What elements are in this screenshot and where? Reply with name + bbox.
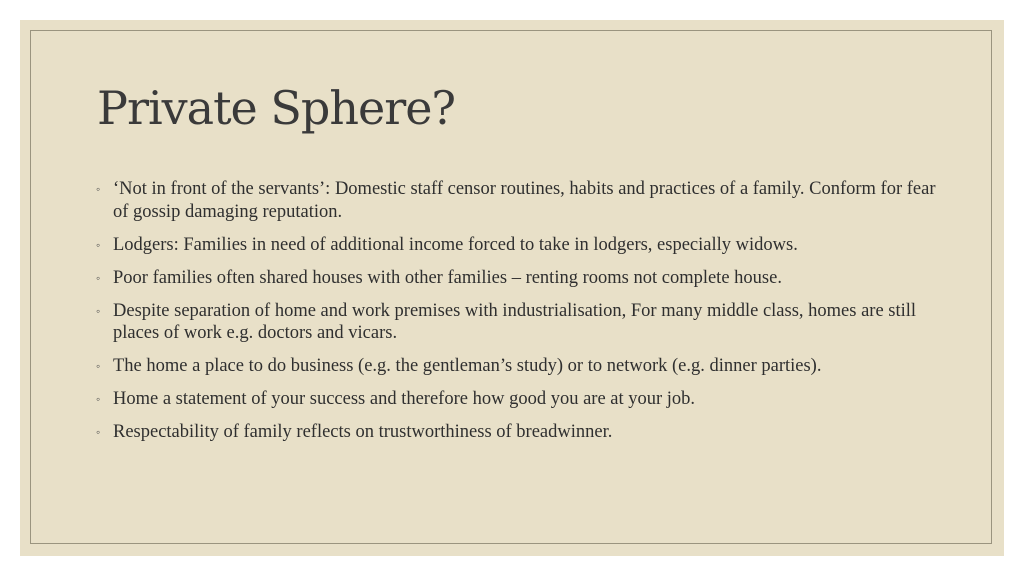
bullet-item [96,234,946,257]
bullet-text: Home a statement of your success and therefore how good you are at your job. [113,389,696,409]
bullet-item [96,300,946,345]
bullet-marker-icon: ◦ [96,359,101,373]
slide [20,20,1004,556]
bullet-item [96,388,946,411]
bullet-marker-icon: ◦ [96,392,101,406]
bullet-text: Poor families often shared houses with other families – renting rooms not complete house. [113,267,782,288]
bullet-text: Despite separation of home and work premises with industrialisation, For many middle class, homes are still places of work e.g. doctors and vicars. [113,300,917,343]
bullet-marker-icon: ◦ [96,237,101,252]
bullet-text: The home a place to do business (e.g. the gentleman’s study) or to network (e.g. dinner parties). [113,356,822,376]
bullet-marker-icon: ◦ [96,303,101,318]
bullet-item [96,178,946,223]
bullet-item [96,267,946,290]
bullet-list [96,178,946,454]
bullet-text: Lodgers: Families in need of additional income forced to take in lodgers, especially widows. [113,234,798,255]
bullet-item [96,355,946,378]
bullet-text: ‘Not in front of the servants’: Domestic staff censor routines, habits and practices of a family. Conform for fear of gossip damaging reputation. [113,179,936,222]
bullet-marker-icon: ◦ [96,425,101,439]
bullet-marker-icon: ◦ [96,182,101,196]
bullet-text: Respectability of family reflects on trustworthiness of breadwinner. [113,422,613,442]
slide-title: Private Sphere? [97,81,456,135]
bullet-item [96,421,946,444]
bullet-marker-icon: ◦ [96,270,101,285]
